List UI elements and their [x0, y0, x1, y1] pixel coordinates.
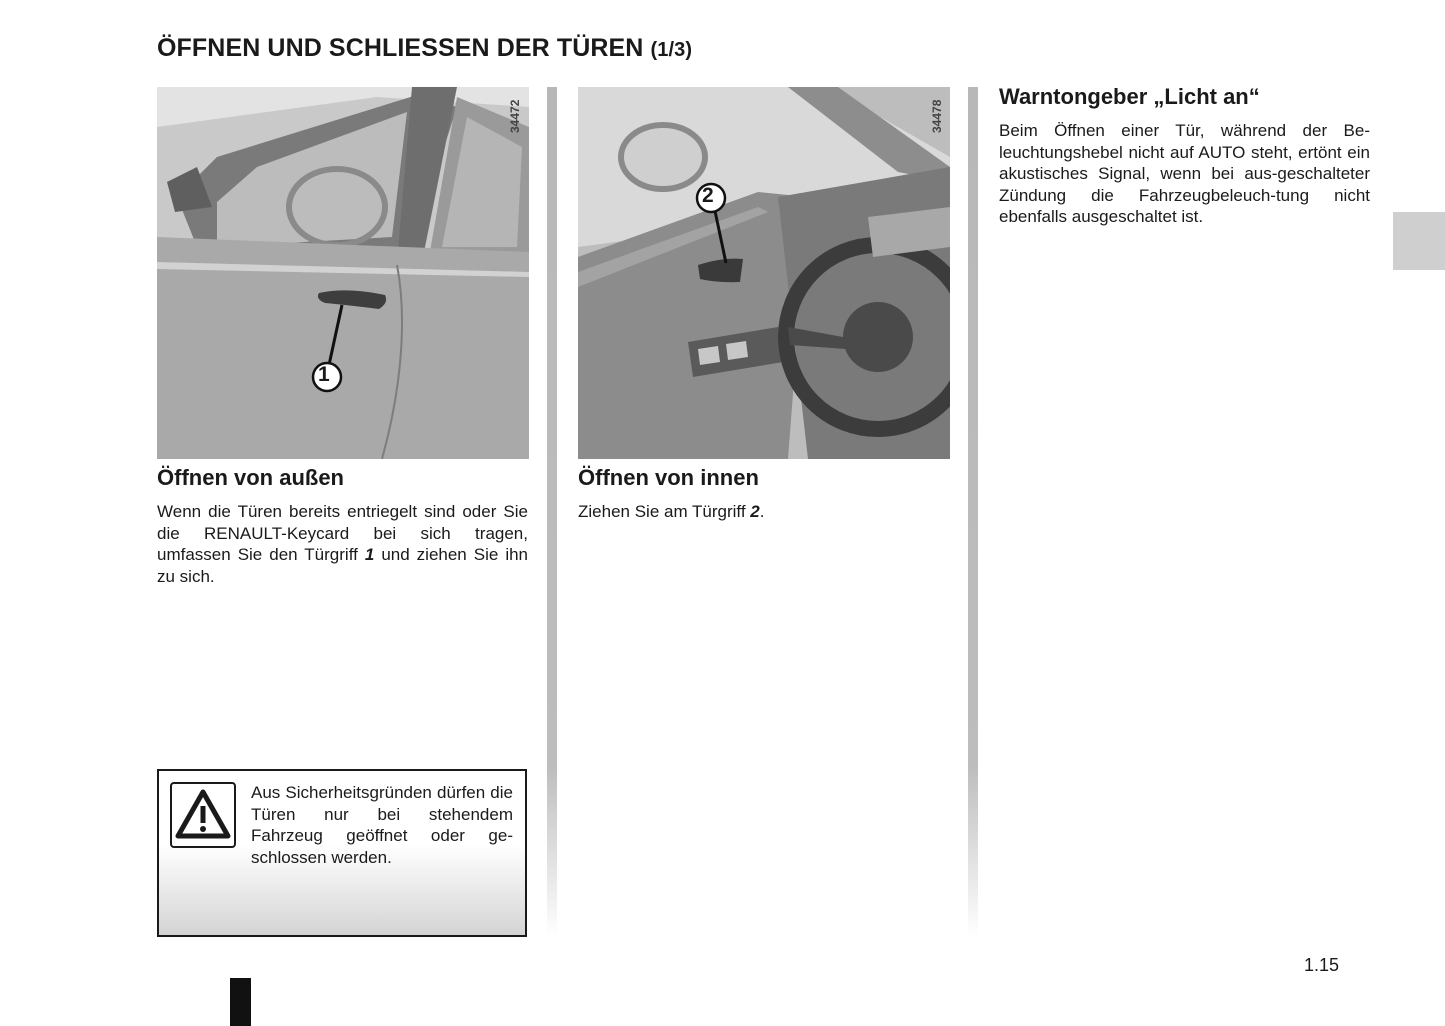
warning-triangle-icon — [170, 782, 236, 848]
section-heading: Warntongeber „Licht an“ — [999, 84, 1260, 109]
paragraph-text: Ziehen Sie am Türgriff — [578, 502, 746, 521]
section-heading: Öffnen von außen — [157, 465, 344, 490]
page-number: 1.15 — [1304, 955, 1340, 975]
chapter-tab — [1393, 212, 1445, 270]
figure-code: 34472 — [508, 99, 522, 133]
reference-number: 2 — [750, 502, 760, 521]
column-divider — [968, 87, 978, 937]
exterior-door-illustration — [157, 87, 529, 459]
margin-marker — [230, 978, 251, 1026]
section-paragraph: Beim Öffnen einer Tür, während der Be-leuchtungshebel nicht auf AUTO steht, ertönt ein akustisches Signal, wenn bei aus-geschalteter Zündung die Fahrzeugbeleuch-tung nicht ebenfalls ausgeschaltet ist. — [999, 121, 1370, 226]
exterior-door-figure — [157, 87, 529, 459]
safety-warning-box — [157, 769, 527, 937]
section-heading: Öffnen von innen — [578, 465, 759, 490]
warning-text: Aus Sicherheitsgründen dürfen die Türen nur bei stehendem Fahrzeug geöffnet oder ge-schlossen werden. — [251, 783, 513, 867]
paragraph-text: Wenn die Türen bereits entriegelt sind oder Sie die RENAULT-Keycard bei sich tragen, umfassen Sie den Türgriff — [157, 502, 528, 564]
reference-number: 1 — [364, 545, 375, 564]
section-paragraph — [578, 501, 949, 523]
callout-2: 2 — [702, 184, 714, 207]
section-paragraph — [157, 501, 528, 587]
paragraph-text: und ziehen Sie ihn zu sich. — [157, 545, 528, 586]
interior-door-figure — [578, 87, 950, 459]
interior-door-illustration — [578, 87, 950, 459]
paragraph-text: . — [759, 502, 765, 521]
page-title: ÖFFNEN UND SCHLIESSEN DER TÜREN (1/3) — [157, 34, 693, 62]
callout-1: 1 — [318, 363, 330, 386]
figure-code: 34478 — [930, 99, 944, 133]
page-title-part: (1/3) — [650, 39, 693, 61]
column-divider — [547, 87, 557, 937]
